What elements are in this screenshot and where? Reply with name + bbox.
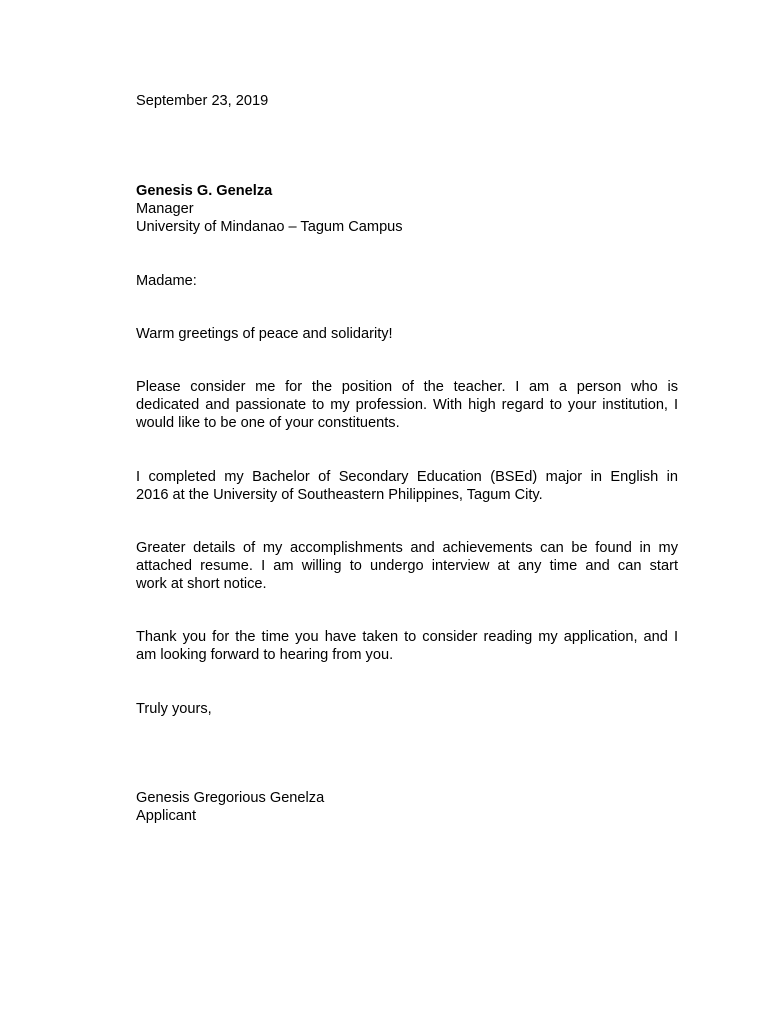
closing: Truly yours, (136, 701, 212, 717)
paragraph-line: attached resume. I am willing to undergo interview at any time and can start (136, 558, 678, 574)
body-paragraph-1 (136, 378, 678, 432)
letter-date-block (136, 92, 678, 110)
recipient-title: Manager (136, 201, 194, 217)
sender-name: Genesis Gregorious Genelza (136, 790, 325, 806)
recipient-block (136, 182, 678, 236)
body-paragraph-2 (136, 468, 678, 504)
paragraph-line: I completed my Bachelor of Secondary Education (BSEd) major in English in (136, 469, 678, 485)
paragraph-line: dedicated and passionate to my profession. With high regard to your institution, I (136, 397, 678, 413)
salutation-block (136, 272, 678, 290)
paragraph-line: Thank you for the time you have taken to consider reading my application, and I (136, 629, 678, 645)
body-paragraph-3 (136, 539, 678, 593)
closing-block (136, 700, 678, 718)
sender-block (136, 789, 678, 825)
salutation: Madame: (136, 273, 197, 289)
recipient-organization: University of Mindanao – Tagum Campus (136, 219, 403, 235)
paragraph-line: Please consider me for the position of the teacher. I am a person who is (136, 379, 678, 395)
body-paragraph-4 (136, 628, 678, 664)
paragraph-line: am looking forward to hearing from you. (136, 647, 394, 663)
greeting-block (136, 325, 678, 343)
paragraph-line: work at short notice. (136, 576, 267, 592)
letter-date: September 23, 2019 (136, 93, 269, 109)
paragraph-line: 2016 at the University of Southeastern Philippines, Tagum City. (136, 487, 543, 503)
paragraph-line: would like to be one of your constituents. (136, 415, 400, 431)
sender-title: Applicant (136, 808, 197, 824)
greeting: Warm greetings of peace and solidarity! (136, 326, 393, 342)
paragraph-line: Greater details of my accomplishments and achievements can be found in my (136, 540, 678, 556)
recipient-name: Genesis G. Genelza (136, 183, 273, 199)
